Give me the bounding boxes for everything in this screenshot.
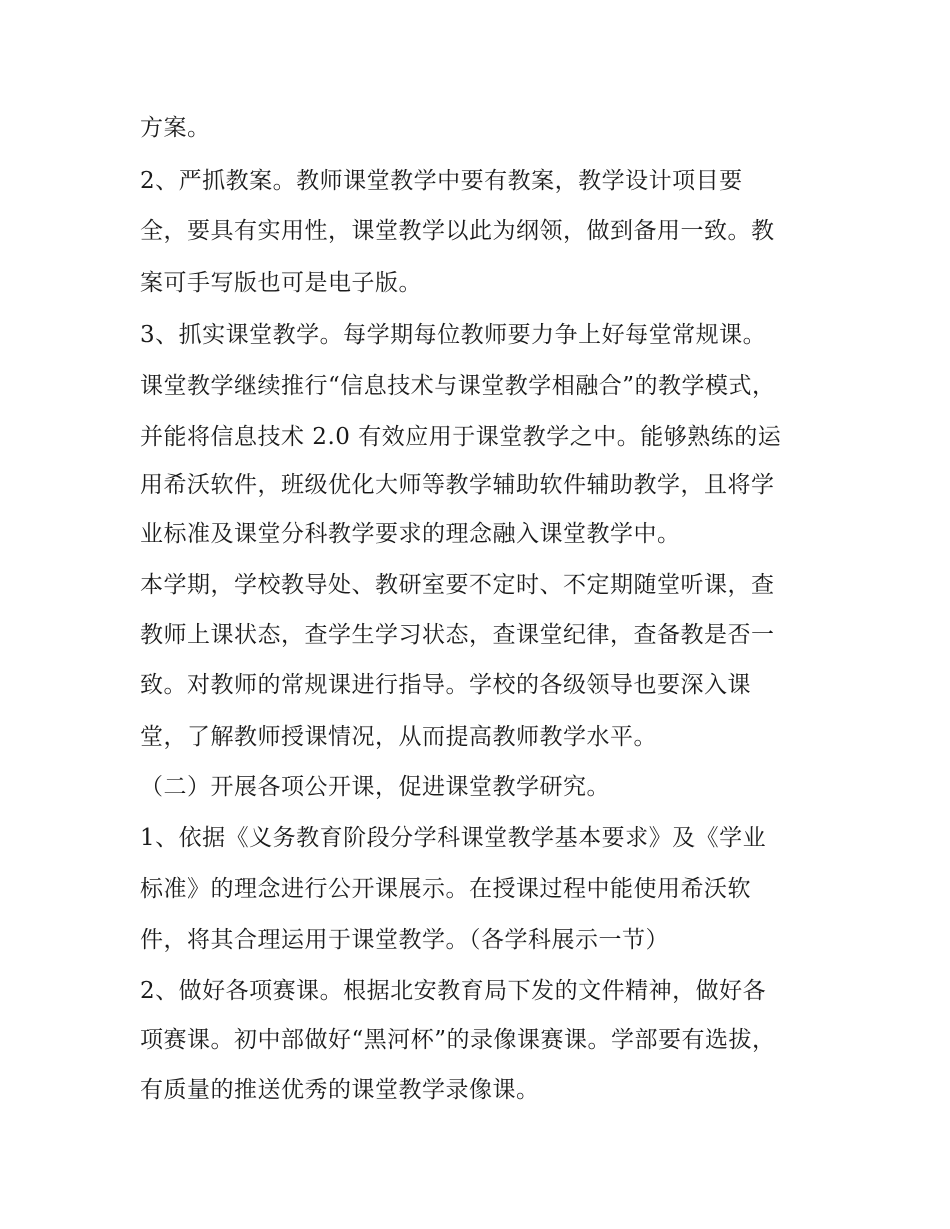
- section-heading: （二）开展各项公开课，促进课堂教学研究。: [140, 774, 610, 800]
- text-line: 案可手写版也可是电子版。: [140, 270, 422, 296]
- text-line: 并能将信息技术 2.0 有效应用于课堂教学之中。能够熟练的运: [140, 424, 782, 450]
- text-line: 件，将其合理运用于课堂教学。（各学科展示一节）: [140, 927, 669, 953]
- text-line: 全，要具有实用性，课堂教学以此为纲领，做到备用一致。教: [140, 218, 775, 244]
- text-line: 课堂教学继续推行“信息技术与课堂教学相融合”的教学模式，: [140, 373, 776, 399]
- text-line: 业标准及课堂分科教学要求的理念融入课堂教学中。: [140, 521, 681, 547]
- text-line: 方案。: [140, 115, 211, 141]
- text-line: 3、抓实课堂教学。每学期每位教师要力争上好每堂常规课。: [140, 322, 767, 348]
- text-line: 用希沃软件，班级优化大师等教学辅助软件辅助教学，且将学: [140, 472, 775, 498]
- text-line: 致。对教师的常规课进行指导。学校的各级领导也要深入课: [140, 672, 751, 698]
- text-line: 堂，了解教师授课情况，从而提高教师教学水平。: [140, 724, 657, 750]
- text-line: 标准》的理念进行公开课展示。在授课过程中能使用希沃软: [140, 876, 751, 902]
- text-line: 本学期，学校教导处、教研室要不定时、不定期随堂听课，查: [140, 572, 775, 598]
- text-line: 项赛课。初中部做好“黑河杯”的录像课赛课。学部要有选拔，: [140, 1027, 776, 1053]
- text-line: 2、严抓教案。教师课堂教学中要有教案，教学设计项目要: [140, 168, 743, 194]
- text-line: 教师上课状态，查学生学习状态，查课堂纪律，查备教是否一: [140, 622, 775, 648]
- text-line: 2、做好各项赛课。根据北安教育局下发的文件精神，做好各: [140, 978, 767, 1004]
- text-line: 有质量的推送优秀的课堂教学录像课。: [140, 1077, 540, 1103]
- text-line: 1、依据《义务教育阶段分学科课堂教学基本要求》及《学业: [140, 825, 767, 851]
